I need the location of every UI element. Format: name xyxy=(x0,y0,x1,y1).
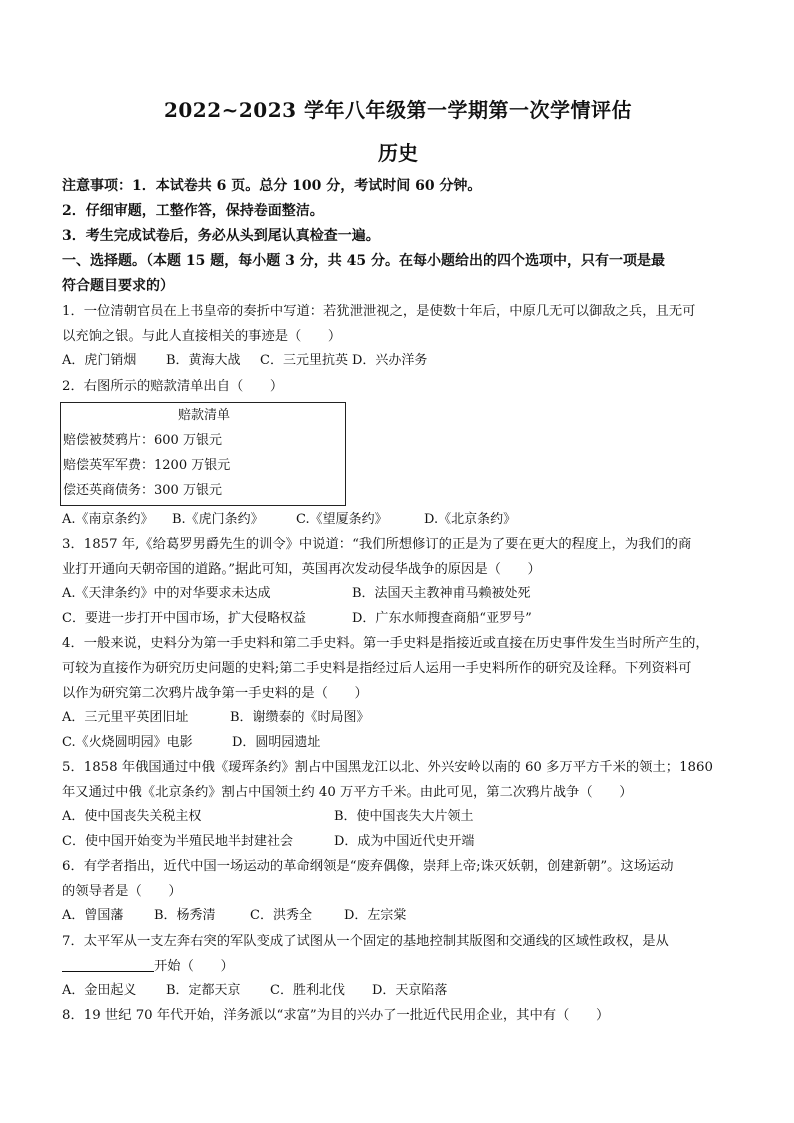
question-7-stem-line-1: 7．太平军从一支左奔右突的军队变成了试图从一个固定的基地控制其版图和交通线的区域性政权，是从 xyxy=(62,933,669,949)
question-4-stem-line-2: 可较为直接作为研究历史问题的史料;第二手史料是指经过后人运用一手史料所作的研究及诠释。下列资料可 xyxy=(62,661,692,676)
question-3-stem-line-2: 业打开通向天朝帝国的道路。”据此可知，英国再次发动侵华战争的原因是（ ） xyxy=(62,562,541,577)
question-6-options xyxy=(62,904,734,929)
question-7-stem-line-2 xyxy=(62,954,734,979)
question-5-options-row-2 xyxy=(62,830,734,855)
indemnity-list-box xyxy=(60,402,346,506)
question-4-option-d: D．圆明园遗址 xyxy=(232,734,321,750)
question-5-stem-line-2: 年又通过中俄《北京条约》割占中国领土约 40 万平方千米。由此可见，第二次鸦片战争（ ） xyxy=(62,785,633,800)
question-2-option-a: A.《南京条约》 xyxy=(62,511,154,527)
question-7-option-b: B．定都天京 xyxy=(166,982,241,998)
question-7-stem-suffix: 开始（ ） xyxy=(154,958,234,974)
question-2-option-b: B.《虎门条约》 xyxy=(172,511,264,527)
question-1-option-b: B．黄海大战 xyxy=(166,353,241,368)
question-8-stem-line-1: 8．19 世纪 70 年代开始，洋务派以“求富”为目的兴办了一批近代民用企业，其中有（ ） xyxy=(62,1008,610,1023)
exam-page xyxy=(62,90,734,1028)
notice-line-2: 2．仔细审题，工整作答，保持卷面整洁。 xyxy=(62,203,324,219)
question-7-option-a: A．金田起义 xyxy=(62,982,137,998)
question-6-stem-line-1: 6．有学者指出，近代中国一场运动的革命纲领是“废弃偶像，崇拜上帝;诛灭妖朝，创建新朝”。这场运动 xyxy=(62,859,674,874)
answer-blank xyxy=(62,957,154,972)
question-7-option-d: D．天京陷落 xyxy=(372,982,448,998)
question-4-stem-line-1: 4．一般来说，史料分为第一手史料和第二手史料。第一手史料是指接近或直接在历史事件发生当时所产生的， xyxy=(62,636,709,651)
question-5-options-row-1 xyxy=(62,805,734,830)
question-6-stem-line-2: 的领导者是（ ） xyxy=(62,884,182,899)
question-2-options xyxy=(62,508,734,533)
section-heading-line-1: 一、选择题。（本题 15 题，每小题 3 分，共 45 分。在每小题给出的四个选项中，只有一项是最 xyxy=(62,253,665,269)
question-4-options-row-1 xyxy=(62,706,734,731)
question-5-option-b: B．使中国丧失大片领土 xyxy=(334,809,474,824)
question-3-options-row-2 xyxy=(62,607,734,632)
question-2-stem: 2．右图所示的赔款清单出自（ ） xyxy=(62,378,284,394)
question-6-option-c: C．洪秀全 xyxy=(250,908,312,923)
notice-line-3: 3．考生完成试卷后，务必从头到尾认真检查一遍。 xyxy=(62,228,380,244)
indemnity-list-title: 赔款清单 xyxy=(177,407,230,423)
question-1-stem-line-2: 以充饷之银。与此人直接相关的事迹是（ ） xyxy=(62,329,342,344)
question-1-stem-line-1: 1．一位清朝官员在上书皇帝的奏折中写道：若犹泄泄视之，是使数十年后，中原几无可以御敌之兵，且无可 xyxy=(62,304,696,319)
question-3-option-a: A.《天津条约》中的对华要求未达成 xyxy=(62,586,271,601)
question-1-option-d: D．兴办洋务 xyxy=(352,353,428,368)
question-3-option-c: C．要进一步打开中国市场，扩大侵略权益 xyxy=(62,610,306,626)
exam-title: 2022~2023 学年八年级第一学期第一次学情评估 xyxy=(163,98,633,122)
question-3-stem-line-1: 3．1857 年,《给葛罗男爵先生的训令》中说道：“我们所想修订的正是为了要在更大的程度上，为我们的商 xyxy=(62,537,692,552)
question-2-option-d: D.《北京条约》 xyxy=(424,511,517,527)
question-7-options xyxy=(62,979,734,1004)
question-5-option-a: A．使中国丧失关税主权 xyxy=(62,809,202,824)
question-1-options xyxy=(62,349,734,374)
question-3-option-d: D．广东水师搜查商船“亚罗号” xyxy=(352,610,532,626)
question-4-option-a: A．三元里平英团旧址 xyxy=(62,710,189,725)
question-4-option-c: C.《火烧圆明园》电影 xyxy=(62,734,193,750)
question-4-option-b: B．谢缵泰的《时局图》 xyxy=(230,710,370,725)
question-6-option-a: A．曾国藩 xyxy=(62,908,124,923)
question-7-option-c: C．胜利北伐 xyxy=(270,982,345,998)
notice-line-1: 注意事项：1．本试卷共 6 页。总分 100 分，考试时间 60 分钟。 xyxy=(62,178,482,194)
question-4-stem-line-3: 以作为研究第二次鸦片战争第一手史料的是（ ） xyxy=(62,686,368,701)
question-6-option-d: D．左宗棠 xyxy=(344,908,407,923)
question-1-option-c: C．三元里抗英 xyxy=(260,353,348,368)
question-5-option-c: C．使中国开始变为半殖民地半封建社会 xyxy=(62,833,293,849)
question-6-option-b: B．杨秀清 xyxy=(154,908,216,923)
question-1-option-a: A．虎门销烟 xyxy=(62,353,137,368)
question-3-options-row-1 xyxy=(62,582,734,607)
question-2-option-c: C.《望厦条约》 xyxy=(296,511,388,527)
indemnity-list-item: 赔偿英军军费：1200 万银元 xyxy=(63,457,231,473)
section-heading-line-2: 符合题目要求的） xyxy=(62,278,174,294)
question-5-option-d: D．成为中国近代史开端 xyxy=(334,833,475,849)
question-3-option-b: B．法国天主教神甫马赖被处死 xyxy=(352,586,531,601)
indemnity-list-item: 赔偿被焚鸦片：600 万银元 xyxy=(63,432,222,448)
question-5-stem-line-1: 5．1858 年俄国通过中俄《瑷珲条约》割占中国黑龙江以北、外兴安岭以南的 60 多万平方千米的领土；1860 xyxy=(62,760,713,775)
indemnity-list-item: 偿还英商债务：300 万银元 xyxy=(63,482,222,498)
question-4-options-row-2 xyxy=(62,731,734,756)
exam-subject: 历史 xyxy=(378,141,418,165)
